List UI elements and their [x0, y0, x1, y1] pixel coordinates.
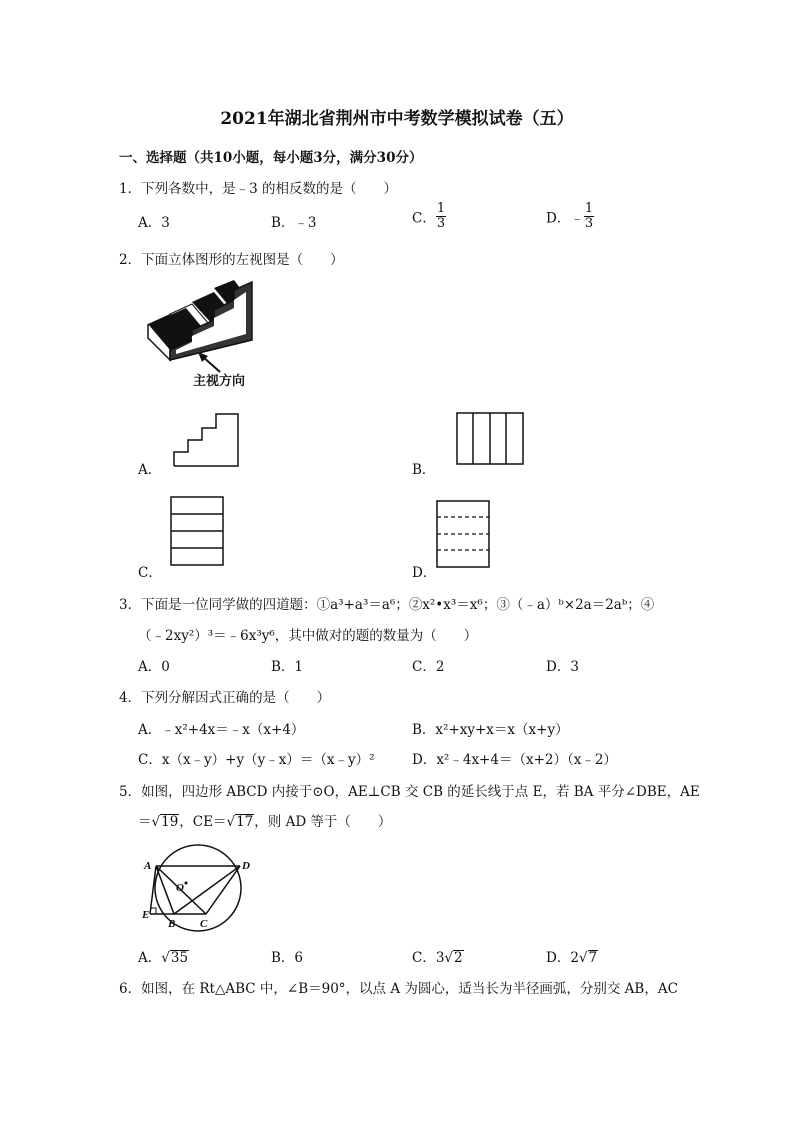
q6-stem-line1: 6．如图，在 Rt△ABC 中，∠B＝90°，以点 A 为圆心，适当长为半径画弧，分别交 AB，AC: [119, 981, 678, 997]
q1-option-c-fraction: [436, 202, 446, 231]
q5-circle-figure: [140, 836, 250, 936]
q1-option-c-label: C．: [412, 210, 436, 227]
q3-option-a: A．0: [138, 659, 170, 675]
numerator: 1: [436, 201, 446, 216]
q2-option-d-figure: [436, 500, 492, 570]
q4-option-a: A．﹣x²+4x＝﹣x（x+4）: [138, 722, 305, 738]
q5-option-b: B．6: [271, 950, 304, 966]
q1-option-d-label: D．﹣: [546, 210, 584, 227]
q4-option-c: C．x（x﹣y）+y（y﹣x）＝（x﹣y）²: [138, 752, 375, 768]
fig-label-e: E: [142, 909, 150, 921]
sqrt-sign: √: [161, 950, 170, 966]
sqrt-sign: √: [578, 950, 588, 966]
q5-stem-line2: [138, 810, 391, 830]
q2-option-a: A．: [138, 462, 162, 478]
q4-option-b: B．x²+xy+x＝x（x+y）: [412, 722, 569, 738]
q1-option-d-fraction: [584, 202, 594, 231]
fig-label-b: B: [168, 918, 176, 930]
numerator: 1: [584, 201, 594, 216]
q4-option-d: D．x²﹣4x+4＝（x+2）（x﹣2）: [412, 752, 617, 768]
q5-option-a-radicand: 35: [170, 950, 189, 966]
sqrt-sign: √: [151, 814, 161, 830]
q5-text-c: ，则 AD 等于（ ）: [254, 814, 392, 830]
sqrt-sign: √: [444, 950, 454, 966]
fig-label-c: C: [200, 918, 208, 930]
section-heading: 一、选择题（共10小题，每小题3分，满分30分）: [119, 150, 423, 166]
q1-option-d: [546, 202, 594, 231]
q5-option-c: [412, 946, 464, 966]
q5-option-d: [546, 946, 598, 966]
denominator: 3: [436, 216, 446, 231]
q5-option-a: [138, 946, 189, 966]
q5-text-b: ，CE＝: [179, 814, 227, 830]
q2-option-b-figure: [456, 412, 526, 466]
q5-radicand-ae: 19: [161, 814, 179, 830]
exam-title: 2021年湖北省荆州市中考数学模拟试卷（五）: [220, 109, 574, 129]
q2-option-c-figure: [170, 496, 226, 568]
q5-option-c-label: C．3: [412, 950, 445, 966]
q3-option-c: C．2: [412, 659, 445, 675]
q3-option-b: B．1: [271, 659, 304, 675]
q5-text-a: ＝: [138, 814, 152, 830]
q2-stem: 2．下面立体图形的左视图是（ ）: [119, 252, 344, 268]
view-direction-caption: 主视方向: [193, 374, 246, 389]
q1-stem: 1．下列各数中，是﹣3 的相反数的是（ ）: [119, 181, 397, 197]
q4-stem: 4．下列分解因式正确的是（ ）: [119, 690, 331, 706]
q3-stem-line2: （﹣2xy²）³＝﹣6x³y⁶，其中做对的题的数量为（ ）: [138, 628, 478, 644]
q2-option-c: C．: [138, 565, 162, 581]
q1-option-a: A．3: [138, 215, 170, 231]
q3-option-d: D．3: [546, 659, 579, 675]
q5-option-c-radicand: 2: [454, 950, 463, 966]
q1-option-b: B．﹣3: [271, 215, 317, 231]
fig-label-d: D: [242, 860, 250, 872]
fig-label-a: A: [144, 860, 152, 872]
q2-option-b: B．: [412, 462, 436, 478]
q3-stem-line1: 3．下面是一位同学做的四道题：①a³+a³＝a⁶；②x²•x³＝x⁶；③（﹣a）ᵇ×2a＝2aᵇ；④: [119, 597, 655, 613]
q5-stem-line1: 5．如图，四边形 ABCD 内接于⊙O，AE⊥CB 交 CB 的延长线于点 E，若 BA 平分∠DBE，AE: [119, 784, 700, 800]
fig-label-o: O: [176, 882, 184, 894]
q2-option-d: D．: [412, 565, 437, 581]
q5-option-d-radicand: 7: [588, 950, 598, 966]
q2-option-a-figure: [172, 412, 242, 468]
q5-option-a-label: A．: [138, 950, 162, 966]
q5-radicand-ce: 17: [236, 814, 254, 830]
q5-option-d-label: D．2: [546, 950, 579, 966]
denominator: 3: [584, 216, 594, 231]
sqrt-sign: √: [226, 814, 236, 830]
q1-option-c: [412, 202, 446, 231]
